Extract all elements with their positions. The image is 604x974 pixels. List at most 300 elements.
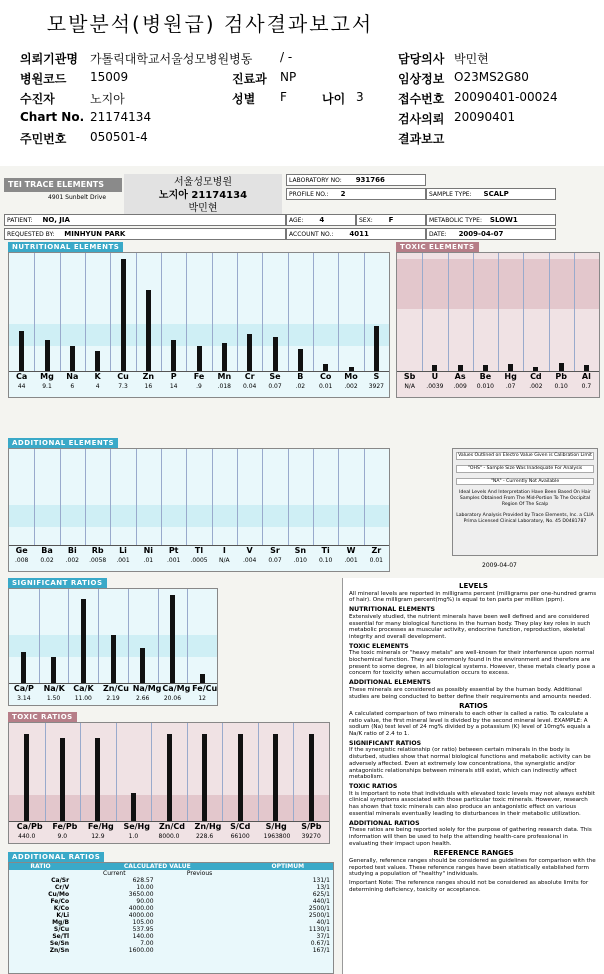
tei-logo: TEI TRACE ELEMENTS bbox=[4, 178, 122, 192]
lab-report-scan bbox=[0, 166, 604, 974]
lab-address: 4901 Sunbelt Drive bbox=[48, 194, 107, 201]
grid-line bbox=[187, 723, 188, 821]
value-ca-pb: 440.0 bbox=[18, 833, 36, 840]
header-value: 3 bbox=[356, 90, 364, 104]
header-label: 성별 bbox=[232, 92, 256, 106]
grid-line bbox=[313, 253, 314, 371]
bar-ca-pb bbox=[24, 734, 29, 821]
legend-date: 2009-04-07 bbox=[482, 562, 517, 569]
col-ratio: RATIO bbox=[30, 863, 51, 870]
current-cell: 1600.00 bbox=[128, 947, 154, 954]
header-label: 임상정보 bbox=[398, 72, 445, 86]
ratio-cell: Ca/Sr bbox=[51, 877, 70, 884]
value-p: 14 bbox=[169, 383, 178, 390]
col-opt: OPTIMUM bbox=[271, 863, 305, 870]
grid-line bbox=[110, 449, 111, 545]
label-fe-hg: Fe/Hg bbox=[87, 822, 114, 831]
sub-previous: Previous bbox=[186, 870, 213, 877]
label-hg: Hg bbox=[504, 372, 517, 381]
optimum-cell: 13/1 bbox=[316, 884, 330, 891]
value-cr: 0.04 bbox=[242, 383, 257, 390]
header-value: NP bbox=[280, 70, 297, 84]
grid-line bbox=[448, 253, 449, 371]
legend-note: Values Outlined on Electro Value Given is Calibration Limit bbox=[456, 452, 594, 460]
ratio-cell: Se/Sn bbox=[49, 940, 70, 947]
bar-na-mg bbox=[140, 648, 145, 683]
toxr-heading: TOXIC RATIOS bbox=[349, 782, 398, 790]
patient-label: PATIENT: bbox=[7, 217, 33, 224]
report-header bbox=[0, 50, 604, 150]
label-s-hg: S/Hg bbox=[265, 822, 287, 831]
grid-line bbox=[136, 449, 137, 545]
grid-line bbox=[212, 253, 213, 371]
optimum-cell: 440/1 bbox=[312, 898, 330, 905]
label-b: B bbox=[297, 372, 304, 381]
value-ca: 44 bbox=[17, 383, 26, 390]
bar-cu bbox=[121, 259, 126, 371]
header-value: 20090401-00024 bbox=[454, 90, 558, 104]
grid-line bbox=[473, 253, 474, 371]
reference-band bbox=[9, 324, 389, 346]
grid-line bbox=[110, 253, 111, 371]
legend-note: Laboratory Analysis Provided by Trace Elements, Inc. a CLIA Prima Licensed Clinical Laboratory, No. 45 D0481787 bbox=[456, 512, 594, 524]
ratios-text: A calculated comparison of two minerals to each other is called a ratio. To calculate a ratio value, the first mineral level is divided by the second mineral level. EXAMPLE: A sodium (Na) test level of 24 mg% divided by a potassium (K) level of 10mg% equals a Na/K ratio of 2.4 to 1. bbox=[349, 710, 591, 738]
legend-note: Ideal Levels And Interpretation Have Been Based On Hair Samples Obtained From The Mid-Portion To The Occipital Region Of The Scalp bbox=[459, 490, 591, 507]
label-se: Se bbox=[269, 372, 281, 381]
value-fe-cu: 12 bbox=[198, 695, 206, 702]
grid-line bbox=[116, 723, 117, 821]
ratios-heading: RATIOS bbox=[459, 702, 488, 711]
age-label: AGE: bbox=[289, 217, 304, 224]
table-row bbox=[9, 940, 333, 947]
label-mo: Mo bbox=[344, 372, 358, 381]
header-label: 진료과 bbox=[232, 72, 267, 86]
grid-line bbox=[258, 723, 259, 821]
ratio-cell: Cu/Mo bbox=[48, 891, 70, 898]
grid-line bbox=[161, 253, 162, 371]
nutr-text: Extensively studied, the nutrient minerals have been well defined and are considered essential for many biological functions in the human body. They play key roles in such metabolic processes as muscular activity, endocrine function, reproduction, skeletal integrity and overall development. bbox=[349, 613, 591, 640]
label-ca: Ca bbox=[16, 372, 28, 381]
previous-cell bbox=[157, 898, 243, 905]
table-row bbox=[9, 905, 333, 912]
ratio-cell: Se/Tl bbox=[52, 933, 70, 940]
sample-type-box bbox=[426, 188, 556, 200]
header-label: 결과보고 bbox=[398, 132, 445, 146]
table-row bbox=[9, 884, 333, 891]
label-tl: Tl bbox=[194, 546, 204, 555]
date-label: DATE: bbox=[429, 231, 447, 238]
bar-fe bbox=[197, 346, 202, 371]
value-pt: .001 bbox=[166, 557, 181, 564]
bar-p bbox=[171, 340, 176, 371]
value-mg: 9.1 bbox=[42, 383, 52, 390]
col-calc: CALCULATED VALUE bbox=[123, 863, 191, 870]
label-al: Al bbox=[581, 372, 591, 381]
ratio-cell: Fe/Co bbox=[50, 898, 70, 905]
label-fe: Fe bbox=[193, 372, 205, 381]
label-s-pb: S/Pb bbox=[301, 822, 322, 831]
header-label: 주민번호 bbox=[20, 132, 67, 146]
grid-line bbox=[262, 449, 263, 545]
header-label: 병원코드 bbox=[20, 72, 67, 86]
value-mn: .018 bbox=[217, 383, 231, 390]
grid-line bbox=[128, 589, 129, 683]
label-sr: Sr bbox=[270, 546, 280, 555]
bar-zn-cd bbox=[167, 734, 172, 821]
header-value: O23MS2G80 bbox=[454, 70, 529, 84]
bar-na-k bbox=[51, 657, 56, 683]
previous-cell bbox=[157, 891, 243, 898]
grid-line bbox=[549, 253, 550, 371]
tox-ratios-title: TOXIC RATIOS bbox=[8, 712, 77, 722]
label-cr: Cr bbox=[244, 372, 255, 381]
label-co: Co bbox=[319, 372, 332, 381]
bar-fe-hg bbox=[95, 738, 100, 821]
label-ca-p: Ca/P bbox=[13, 684, 34, 693]
bar-ca-mg bbox=[170, 595, 175, 683]
bar-zn bbox=[146, 290, 151, 371]
grid-line bbox=[237, 449, 238, 545]
stamp-line-3: 박민현 bbox=[188, 203, 218, 214]
label-u: U bbox=[431, 372, 439, 381]
value-na: 6 bbox=[70, 383, 75, 390]
current-cell: 140.00 bbox=[132, 933, 154, 940]
value-co: 0.01 bbox=[318, 383, 333, 390]
grid-line bbox=[151, 723, 152, 821]
label-be: Be bbox=[479, 372, 492, 381]
bar-mn bbox=[222, 343, 227, 371]
bar-s-pb bbox=[309, 734, 314, 821]
label-zn-hg: Zn/Hg bbox=[194, 822, 222, 831]
sample-type-value: SCALP bbox=[483, 190, 509, 198]
bar-co bbox=[323, 364, 328, 371]
ratio-cell: K/Li bbox=[56, 912, 70, 919]
tox-heading: TOXIC ELEMENTS bbox=[349, 642, 409, 650]
grid-line bbox=[80, 723, 81, 821]
table-row bbox=[9, 891, 333, 898]
label-sn: Sn bbox=[294, 546, 307, 555]
baseline bbox=[9, 683, 217, 684]
ratio-cell: S/Cu bbox=[53, 926, 70, 933]
profile-no-label: PROFILE NO.: bbox=[289, 191, 329, 198]
value-li: .001 bbox=[116, 557, 130, 564]
toxic-chart bbox=[396, 252, 600, 398]
label-zr: Zr bbox=[371, 546, 382, 555]
previous-cell bbox=[157, 926, 243, 933]
label-ni: Ni bbox=[143, 546, 154, 555]
label-mg: Mg bbox=[40, 372, 54, 381]
value-ba: 0.02 bbox=[40, 557, 54, 564]
label-v: V bbox=[246, 546, 253, 555]
grid-line bbox=[237, 253, 238, 371]
value-ge: .008 bbox=[14, 557, 29, 564]
optimum-cell: 40/1 bbox=[316, 919, 330, 926]
previous-cell bbox=[157, 933, 243, 940]
bar-zn-cu bbox=[111, 635, 116, 683]
value-cd: .002 bbox=[529, 383, 543, 390]
optimum-cell: 37/1 bbox=[316, 933, 330, 940]
value-na-mg: 2.66 bbox=[136, 695, 150, 702]
grid-line bbox=[212, 449, 213, 545]
bar-ca-p bbox=[21, 652, 26, 683]
label-li: Li bbox=[119, 546, 127, 555]
label-na-mg: Na/Mg bbox=[132, 684, 162, 693]
baseline bbox=[397, 371, 599, 372]
label-as: As bbox=[454, 372, 466, 381]
value-s: 3927 bbox=[368, 383, 384, 390]
previous-cell bbox=[157, 919, 243, 926]
header-value: 가톨릭대학교서울성모병원병동 bbox=[90, 52, 253, 66]
age-value: 4 bbox=[319, 216, 325, 224]
header-value: 050501-4 bbox=[90, 130, 148, 144]
lab-no-label: LABORATORY NO: bbox=[289, 177, 342, 184]
value-zn: 16 bbox=[144, 383, 153, 390]
hospital-stamp bbox=[124, 174, 282, 218]
grid-line bbox=[288, 449, 289, 545]
header-label: 나이 bbox=[322, 92, 346, 106]
metabolic-value: SLOW1 bbox=[489, 216, 518, 224]
add-ratios-table bbox=[8, 862, 334, 974]
legend-notes bbox=[452, 448, 598, 556]
bar-ca bbox=[19, 331, 24, 371]
grid-line bbox=[34, 253, 35, 371]
account-label: ACCOUNT NO.: bbox=[289, 231, 334, 238]
nutr-heading: NUTRITIONAL ELEMENTS bbox=[349, 606, 435, 614]
bar-s-cd bbox=[238, 734, 243, 821]
label-mn: Mn bbox=[217, 372, 232, 381]
grid-line bbox=[498, 253, 499, 371]
reference-band bbox=[9, 505, 389, 528]
optimum-cell: 167/1 bbox=[312, 947, 330, 954]
legend-note: "NA" - Currently Not Available bbox=[456, 478, 594, 486]
value-fe-hg: 12.9 bbox=[91, 833, 105, 840]
grid-line bbox=[364, 253, 365, 371]
age-box bbox=[286, 214, 356, 226]
sig-ratios-chart bbox=[8, 588, 218, 706]
table-row bbox=[9, 912, 333, 919]
bar-zn-hg bbox=[202, 734, 207, 821]
previous-cell bbox=[157, 912, 243, 919]
value-tl: .0005 bbox=[190, 557, 208, 564]
previous-cell bbox=[157, 940, 243, 947]
label-fe-pb: Fe/Pb bbox=[52, 822, 78, 831]
sig-ratios-title: SIGNIFICANT RATIOS bbox=[8, 578, 107, 588]
toxic-title: TOXIC ELEMENTS bbox=[396, 242, 479, 252]
value-al: 0.7 bbox=[581, 383, 592, 390]
header-value: 노지아 bbox=[90, 92, 125, 106]
grid-line bbox=[60, 449, 61, 545]
bar-k bbox=[95, 351, 100, 371]
ratio-cell: Zn/Sn bbox=[49, 947, 70, 954]
add-text: These minerals are considered as possibly essential by the human body. Additional studies are being conducted to better define their requirements and amounts needed. bbox=[349, 686, 592, 700]
label-i: I bbox=[222, 546, 226, 555]
lab-no-value: 931766 bbox=[355, 176, 385, 184]
label-ca-pb: Ca/Pb bbox=[16, 822, 43, 831]
requested-label: REQUESTED BY: bbox=[7, 231, 55, 238]
patient-value: NO, JIA bbox=[42, 216, 70, 224]
bar-s-hg bbox=[273, 734, 278, 821]
stamp-line-1: 서울성모병원 bbox=[174, 177, 232, 188]
addr-heading: ADDITIONAL RATIOS bbox=[349, 819, 420, 827]
label-pt: Pt bbox=[168, 546, 179, 555]
bar-se-hg bbox=[131, 793, 136, 821]
label-ca-k: Ca/K bbox=[73, 684, 94, 693]
label-s: S bbox=[373, 372, 380, 381]
optimum-cell: 131/1 bbox=[312, 877, 330, 884]
grid-line bbox=[222, 723, 223, 821]
grid-line bbox=[39, 589, 40, 683]
account-value: 4011 bbox=[349, 230, 369, 238]
sig-heading: SIGNIFICANT RATIOS bbox=[349, 739, 422, 747]
value-na-k: 1.50 bbox=[46, 695, 61, 702]
value-zn-cd: 8000.0 bbox=[158, 833, 180, 840]
value-ca-p: 3.14 bbox=[17, 695, 31, 702]
profile-no-value: 2 bbox=[340, 190, 346, 198]
value-fe: .9 bbox=[196, 383, 202, 390]
label-zn-cd: Zn/Cd bbox=[159, 822, 186, 831]
value-as: .009 bbox=[453, 383, 467, 390]
value-bi: .002 bbox=[65, 557, 79, 564]
date-value: 2009-04-07 bbox=[458, 230, 504, 238]
grid-line bbox=[313, 449, 314, 545]
label-s-cd: S/Cd bbox=[230, 822, 251, 831]
value-b: .02 bbox=[295, 383, 306, 390]
label-sb: Sb bbox=[403, 372, 416, 381]
value-se: 0.07 bbox=[268, 383, 282, 390]
table-row bbox=[9, 919, 333, 926]
grid-line bbox=[45, 723, 46, 821]
header-value: 15009 bbox=[90, 70, 129, 84]
grid-line bbox=[68, 589, 69, 683]
bar-fe-cu bbox=[200, 674, 205, 683]
value-pb: 0.10 bbox=[554, 383, 568, 390]
grid-line bbox=[136, 253, 137, 371]
levels-text: All mineral levels are reported in milligrams percent (milligrams per one-hundred grams of hair). One milligram percent(mg%) is equal to ten parts per million (ppm). bbox=[349, 590, 597, 604]
previous-cell bbox=[157, 905, 243, 912]
current-cell: 10.00 bbox=[136, 884, 154, 891]
grid-line bbox=[158, 589, 159, 683]
label-cu: Cu bbox=[117, 372, 129, 381]
grid-line bbox=[186, 449, 187, 545]
grid-line bbox=[288, 253, 289, 371]
label-pb: Pb bbox=[555, 372, 567, 381]
current-cell: 537.95 bbox=[132, 926, 154, 933]
value-zn-cu: 2.19 bbox=[106, 695, 120, 702]
bar-fe-pb bbox=[60, 738, 65, 821]
current-cell: 4000.00 bbox=[128, 905, 154, 912]
value-k: 4 bbox=[95, 383, 100, 390]
current-cell: 7.00 bbox=[140, 940, 154, 947]
sub-current: Current bbox=[103, 870, 126, 877]
header-value: F bbox=[280, 90, 287, 104]
value-sr: 0.07 bbox=[268, 557, 282, 564]
optimum-cell: 2500/1 bbox=[308, 905, 330, 912]
grid-line bbox=[293, 723, 294, 821]
grid-line bbox=[98, 589, 99, 683]
report-banner bbox=[4, 172, 596, 242]
value-mo: .002 bbox=[344, 383, 358, 390]
previous-cell bbox=[157, 884, 243, 891]
grid-line bbox=[422, 253, 423, 371]
nutritional-chart bbox=[8, 252, 390, 398]
add-heading: ADDITIONAL ELEMENTS bbox=[349, 679, 431, 687]
requested-box bbox=[4, 228, 286, 240]
bar-mg bbox=[45, 340, 50, 371]
value-sn: .010 bbox=[293, 557, 307, 564]
metabolic-label: METABOLIC TYPE: bbox=[429, 217, 482, 224]
profile-no-box bbox=[286, 188, 426, 200]
label-na-k: Na/K bbox=[43, 684, 65, 693]
grid-line bbox=[338, 253, 339, 371]
current-cell: 628.57 bbox=[132, 877, 154, 884]
metabolic-box bbox=[426, 214, 556, 226]
optimum-cell: 625/1 bbox=[312, 891, 330, 898]
label-k: K bbox=[94, 372, 101, 381]
sex-value: F bbox=[388, 216, 394, 224]
label-zn-cu: Zn/Cu bbox=[103, 684, 129, 693]
grid-line bbox=[338, 449, 339, 545]
grid-line bbox=[574, 253, 575, 371]
tox-ratios-chart bbox=[8, 722, 330, 844]
label-w: W bbox=[346, 546, 356, 555]
additional-chart bbox=[8, 448, 390, 572]
header-value: 21174134 bbox=[90, 110, 152, 124]
label-ba: Ba bbox=[41, 546, 53, 555]
baseline bbox=[9, 821, 329, 822]
lab-no-box bbox=[286, 174, 426, 186]
value-v: .004 bbox=[242, 557, 257, 564]
sex-label: SEX: bbox=[359, 217, 373, 224]
label-ti: Ti bbox=[321, 546, 330, 555]
header-value: 20090401 bbox=[454, 110, 516, 124]
bar-se bbox=[273, 337, 278, 371]
table-row bbox=[9, 926, 333, 933]
value-u: .0039 bbox=[426, 383, 444, 390]
value-i: N/A bbox=[219, 557, 230, 564]
label-zn: Zn bbox=[142, 372, 155, 381]
grid-line bbox=[364, 449, 365, 545]
value-s-cd: 66100 bbox=[230, 833, 250, 840]
value-fe-pb: 9.0 bbox=[57, 833, 68, 840]
header-value: / - bbox=[280, 50, 293, 64]
table-row bbox=[9, 898, 333, 905]
label-ge: Ge bbox=[15, 546, 28, 555]
value-ca-k: 11.00 bbox=[74, 695, 92, 702]
grid-line bbox=[187, 589, 188, 683]
ref-text: Generally, reference ranges should be considered as guidelines for comparison with the reported test values. These reference ranges have been statistically established form studying a population of "healthy" individuals. bbox=[349, 858, 596, 878]
ratio-cell: K/Co bbox=[53, 905, 70, 912]
header-label: 접수번호 bbox=[398, 92, 445, 106]
bar-ca-k bbox=[81, 599, 86, 683]
value-ni: .01 bbox=[143, 557, 154, 564]
table-row bbox=[9, 933, 333, 940]
current-cell: 90.00 bbox=[136, 898, 154, 905]
value-hg: .07 bbox=[505, 383, 516, 390]
page-title: 모발분석(병원급) 검사결과보고서 bbox=[46, 12, 374, 36]
bar-s bbox=[374, 326, 379, 371]
value-zn-hg: 228.6 bbox=[195, 833, 214, 840]
value-ca-mg: 20.06 bbox=[163, 695, 182, 702]
bar-hg bbox=[508, 364, 513, 371]
nutritional-title: NUTRITIONAL ELEMENTS bbox=[8, 242, 123, 252]
table-row bbox=[9, 877, 333, 884]
add-ratios-title: ADDITIONAL RATIOS bbox=[8, 852, 104, 862]
ratio-cell: Cr/V bbox=[54, 884, 70, 891]
table-row bbox=[9, 947, 333, 954]
sample-type-label: SAMPLE TYPE: bbox=[429, 191, 472, 198]
sex-box bbox=[356, 214, 426, 226]
label-fe-cu: Fe/Cu bbox=[192, 684, 218, 693]
